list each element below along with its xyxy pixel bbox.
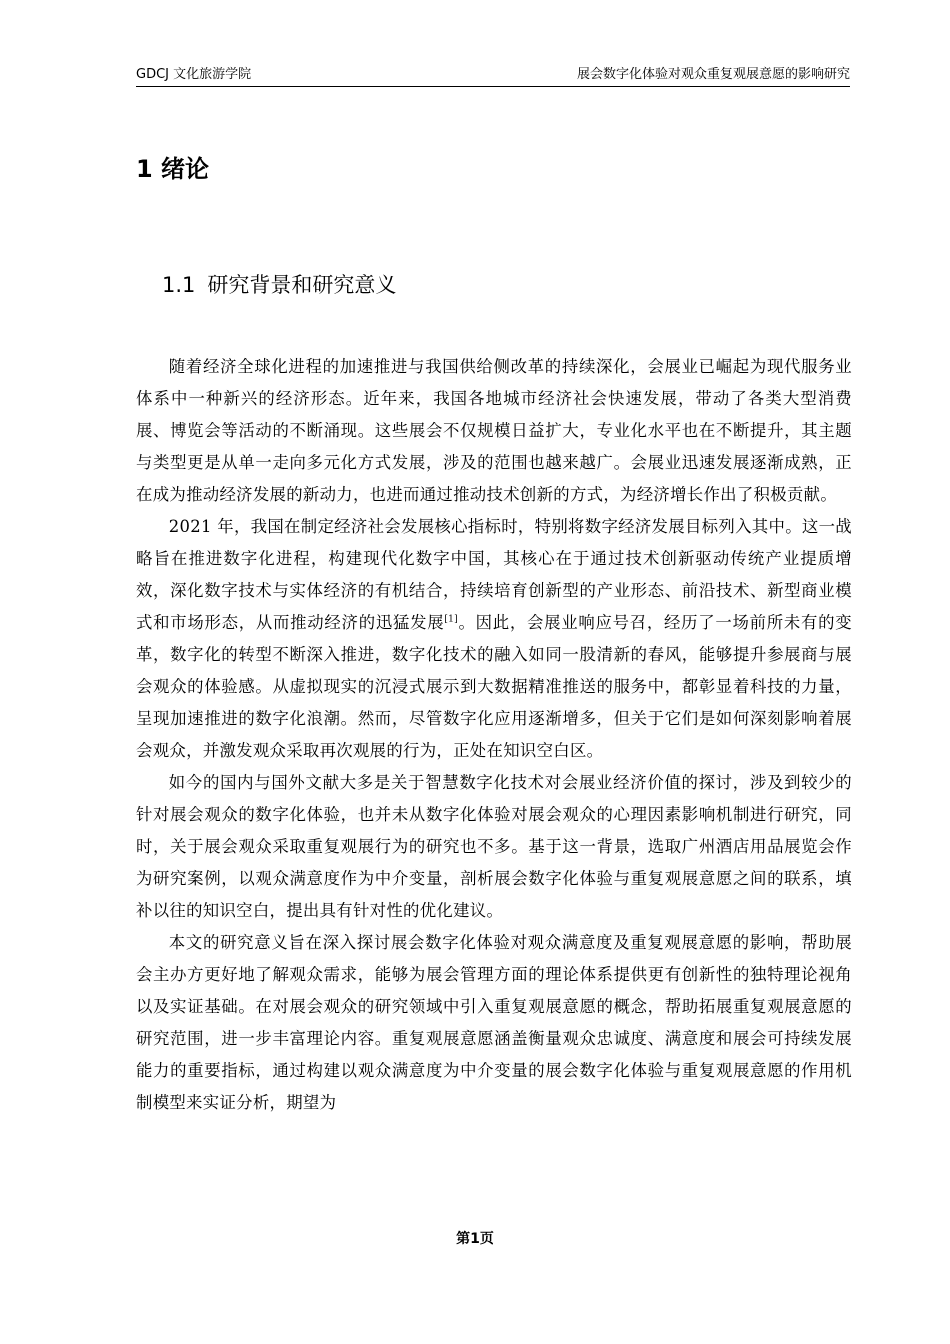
paragraph-significance: 本文的研究意义旨在深入探讨展会数字化体验对观众满意度及重复观展意愿的影响，帮助展会主办方更好地了解观众需求，能够为展会管理方面的理论体系提供更有创新性的独特理论视角以及实证基础。在对展会观众的研究领域中引入重复观展意愿的概念，帮助拓展重复观展意愿的研究范围，进一步丰富理论内容。重复观展意愿涵盖衡量观众忠诚度、满意度和展会可持续发展能力的重要指标，通过构建以观众满意度为中介变量的展会数字化体验与重复观展意愿的作用机制模型来实证分析，期望为	[136, 933, 852, 1112]
section-title	[162, 268, 396, 302]
header-paper-title: 展会数字化体验对观众重复观展意愿的影响研究	[576, 67, 850, 82]
paragraph-literature-gap: 如今的国内与国外文献大多是关于智慧数字化技术对会展业经济价值的探讨，涉及到较少的针对展会观众的数字化体验，也并未从数字化体验对展会观众的心理因素影响机制进行研究，同时，关于展会观众采取重复观展行为的研究也不多。基于这一背景，选取广州酒店用品展览会作为研究案例，以观众满意度作为中介变量，剖析展会数字化体验与重复观展意愿之间的联系，填补以往的知识空白，提出具有针对性的优化建议。	[136, 773, 852, 920]
section-number: 1.1	[162, 273, 196, 297]
paragraph-text: 。因此，会展业响应号召，经历了一场前所未有的变革，数字化的转型不断深入推进，数字化技术的融入如同一股清新的春风，能够提升参展商与展会观众的体验感。从虚拟现实的沉浸式展示到大数据精准推送的服务中，都彰显着科技的力量，呈现加速推进的数字化浪潮。然而，尽管数字化应用逐渐增多，但关于它们是如何深刻影响着展会观众，并激发观众采取再次观展的行为，正处在知识空白区。	[136, 613, 852, 760]
paragraph-background: 随着经济全球化进程的加速推进与我国供给侧改革的持续深化，会展业已崛起为现代服务业体系中一种新兴的经济形态。近年来，我国各地城市经济社会快速发展，带动了各类大型消费展、博览会等活动的不断涌现。这些展会不仅规模日益扩大，专业化水平也在不断提升，其主题与类型更是从单一走向多元化方式发展，涉及的范围也越来越广。会展业迅速发展逐渐成熟，正在成为推动经济发展的新动力，也进而通过推动技术创新的方式，为经济增长作出了积极贡献。	[136, 357, 852, 504]
paragraph-digital-economy	[136, 511, 852, 767]
chapter-title: 1 绪论	[136, 155, 210, 183]
page-number: 第1页	[456, 1231, 494, 1247]
header-institution: GDCJ 文化旅游学院	[136, 67, 252, 82]
section-title-text: 研究背景和研究意义	[207, 273, 397, 297]
page-header	[136, 66, 850, 87]
paragraph-text: 2021 年，我国在制定经济社会发展核心指标时，特别将数字经济发展目标列入其中。这一战略旨在推进数字化进程，构建现代化数字中国，其核心在于通过技术创新驱动传统产业提质增效，深化数字技术与实体经济的有机结合，持续培育创新型的产业形态、前沿技术、新型商业模式和市场形态，从而推动经济的迅猛发展	[136, 517, 852, 632]
citation-reference: [1]	[444, 614, 458, 625]
body-text	[136, 351, 852, 1119]
